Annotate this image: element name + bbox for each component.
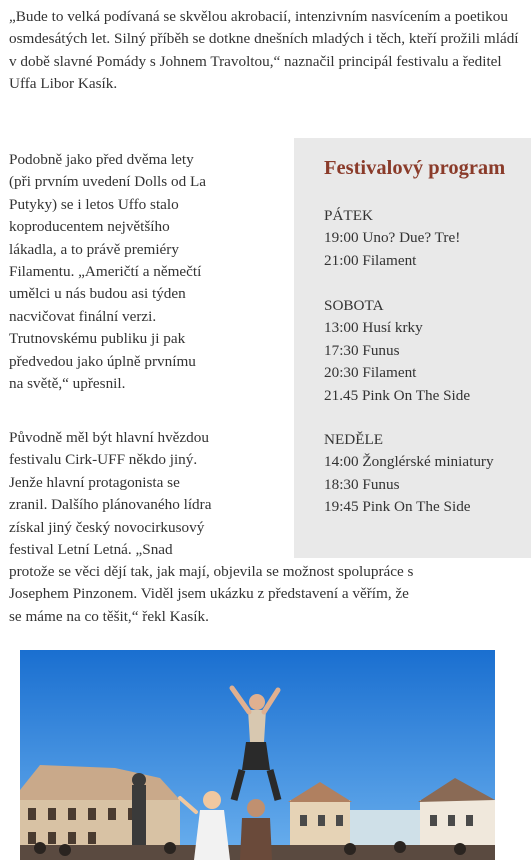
text-line: lákadla, a to právě premiéry (9, 240, 179, 258)
day-sunday (324, 429, 494, 519)
text-line: festival Letní Letná. „Snad (9, 541, 173, 559)
text-line: Putyky) se i letos Uffo stalo (9, 195, 179, 213)
star-paragraph-continued (9, 561, 524, 628)
day-name: PÁTEK (324, 207, 373, 224)
program-item: 19:00 Uno? Due? Tre! (324, 229, 461, 247)
text-line: umělci u nás budou asi týden (9, 285, 186, 303)
text-line: Původně měl být hlavní hvězdou (9, 429, 209, 446)
program-item: 21.45 Pink On The Side (324, 386, 471, 404)
text-line: koproducentem největšího (9, 218, 170, 236)
acrobat-photo (20, 650, 495, 860)
program-item: 20:30 Filament (324, 364, 417, 382)
text-line: Filamentu. „Američtí a němečtí (9, 263, 202, 281)
quote-paragraph: „Bude to velká podívaná se skvělou akrobacií, intenzivním nasvícením a poetikou osmdesátých let. Silný příběh se dotkne dnešních mladých i těch, kteří prožili mládí v době slavné Pomády s Johnem Travoltou,“ naznačil principál festivalu a ředitel Uffa Libor Kasík. (9, 8, 519, 93)
festival-program-box (294, 138, 531, 558)
text-line: protože se věci dějí tak, jak mají, objevila se možnost spolupráce s (9, 563, 414, 580)
program-item: 19:45 Pink On The Side (324, 498, 471, 516)
text-line: (při prvním uvedení Dolls od La (9, 173, 206, 191)
program-title: Festivalový program (324, 157, 506, 179)
program-item: 18:30 Funus (324, 475, 400, 493)
coproducer-paragraph (9, 149, 299, 395)
text-line: festivalu Cirk-UFF někdo jiný. (9, 451, 198, 469)
text-line: zranil. Dalšího plánovaného lídra (9, 496, 212, 514)
day-friday (324, 205, 460, 272)
text-line: Josephem Pinzonem. Viděl jsem ukázku z představení a věřím, že (9, 585, 409, 603)
text-line: předvedou jako úplně prvnímu (9, 352, 196, 370)
program-item: 21:00 Filament (324, 251, 417, 269)
text-line: Trutnovskému publiku ji pak (9, 330, 186, 348)
program-item: 17:30 Funus (324, 341, 400, 359)
program-item: 14:00 Žonglérské miniatury (324, 453, 494, 471)
text-line: na světě,“ upřesnil. (9, 375, 126, 393)
text-line: nacvičovat finální verzi. (9, 307, 157, 325)
star-paragraph (9, 427, 299, 561)
text-line: Jenže hlavní protagonista se (9, 473, 180, 491)
text-line: se máme na co těšit,“ řekl Kasík. (9, 607, 209, 625)
day-name: SOBOTA (324, 297, 384, 314)
program-item: 13:00 Husí krky (324, 319, 423, 337)
day-name: NEDĚLE (324, 431, 384, 448)
text-line: získal jiný český novocirkusový (9, 518, 205, 536)
day-saturday (324, 295, 470, 407)
text-line: Podobně jako před dvěma lety (9, 151, 194, 168)
